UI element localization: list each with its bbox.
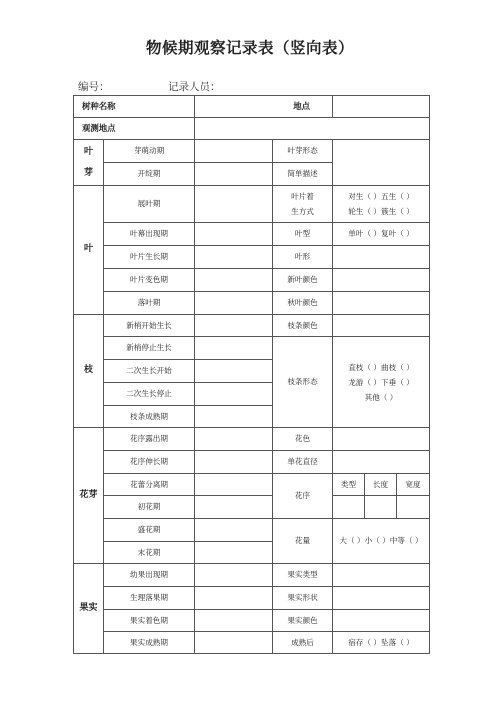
tree-name-label: 树种名称 bbox=[74, 96, 195, 118]
table-row bbox=[74, 186, 430, 223]
stage-label: 花序露出期 bbox=[104, 428, 195, 451]
table-row bbox=[74, 587, 430, 610]
stage-label: 叶幕出现期 bbox=[104, 223, 195, 246]
stage-label: 初花期 bbox=[104, 496, 195, 519]
stage-label: 末花期 bbox=[104, 542, 195, 564]
category-branch: 枝 bbox=[74, 315, 104, 428]
attr-label: 新叶颜色 bbox=[273, 269, 333, 292]
stage-label: 芽萌动期 bbox=[104, 140, 195, 163]
length-value[interactable] bbox=[365, 496, 397, 519]
stage-value[interactable] bbox=[195, 406, 273, 428]
table-row bbox=[74, 496, 430, 519]
stage-value[interactable] bbox=[195, 269, 273, 292]
attr-value[interactable] bbox=[333, 246, 430, 269]
stage-value[interactable] bbox=[195, 542, 273, 564]
table-row bbox=[74, 292, 430, 315]
category-leaf: 叶 bbox=[74, 186, 104, 315]
stage-value[interactable] bbox=[195, 519, 273, 542]
attr-value[interactable] bbox=[333, 428, 430, 451]
attr-label: 花序 bbox=[273, 474, 333, 519]
stage-label: 二次生长开始 bbox=[104, 360, 195, 383]
table-row bbox=[74, 474, 430, 496]
stage-label: 花蕾分离期 bbox=[104, 474, 195, 496]
stage-label: 果实着色期 bbox=[104, 610, 195, 632]
table-row bbox=[74, 632, 430, 654]
category-leaf-bud: 叶 芽 bbox=[74, 140, 104, 186]
attr-label: 成熟后 bbox=[273, 632, 333, 654]
stage-value[interactable] bbox=[195, 451, 273, 474]
number-label: 编号： bbox=[78, 81, 110, 93]
stage-value[interactable] bbox=[195, 246, 273, 269]
table-row bbox=[74, 564, 430, 587]
phenology-table bbox=[73, 95, 430, 654]
attr-value[interactable] bbox=[333, 292, 430, 315]
location-value[interactable] bbox=[333, 96, 430, 118]
observe-location-value[interactable] bbox=[195, 118, 430, 140]
attr-label: 枝条颜色 bbox=[273, 315, 333, 337]
stage-value[interactable] bbox=[195, 564, 273, 587]
attr-options: 宿存（ ）坠落（ ） bbox=[333, 632, 430, 654]
attr-label: 简单描述 bbox=[273, 163, 333, 186]
attr-value[interactable] bbox=[333, 564, 430, 587]
stage-label: 叶片变色期 bbox=[104, 269, 195, 292]
recorder-label: 记录人员： bbox=[168, 81, 221, 93]
table-row bbox=[74, 140, 430, 163]
stage-value[interactable] bbox=[195, 428, 273, 451]
attr-options: 对生（ ）五生（ ） 轮生（ ）簇生（ ） bbox=[333, 186, 430, 223]
stage-value[interactable] bbox=[195, 632, 273, 654]
stage-label: 果实成熟期 bbox=[104, 632, 195, 654]
stage-value[interactable] bbox=[195, 496, 273, 519]
attr-value[interactable] bbox=[333, 451, 430, 474]
table-row bbox=[74, 96, 430, 118]
attr-options: 直枝（ ）曲枝（ ） 龙游（ ）下垂（ ） 其他（ ） bbox=[333, 337, 430, 428]
stage-label: 幼果出现期 bbox=[104, 564, 195, 587]
category-fruit: 果实 bbox=[74, 564, 104, 654]
table-row bbox=[74, 223, 430, 246]
stage-value[interactable] bbox=[195, 474, 273, 496]
attr-label: 果实形状 bbox=[273, 587, 333, 610]
table-row bbox=[74, 519, 430, 542]
stage-label: 生理落果期 bbox=[104, 587, 195, 610]
table-row bbox=[74, 315, 430, 337]
stage-value[interactable] bbox=[195, 292, 273, 315]
stage-label: 展叶期 bbox=[104, 186, 195, 223]
stage-label: 枝条成熟期 bbox=[104, 406, 195, 428]
table-row bbox=[74, 337, 430, 360]
stage-value[interactable] bbox=[195, 186, 273, 223]
attr-label: 果实颜色 bbox=[273, 610, 333, 632]
page-title: 物候期观察记录表（竖向表） bbox=[145, 38, 354, 57]
type-value[interactable] bbox=[333, 496, 365, 519]
attr-label: 花量 bbox=[273, 519, 333, 564]
table-row bbox=[74, 451, 430, 474]
stage-value[interactable] bbox=[195, 315, 273, 337]
attr-label: 叶型 bbox=[273, 223, 333, 246]
observe-location-label: 观测地点 bbox=[74, 118, 195, 140]
stage-value[interactable] bbox=[195, 360, 273, 383]
stage-value[interactable] bbox=[195, 140, 273, 163]
table-row bbox=[74, 610, 430, 632]
stage-label: 叶片生长期 bbox=[104, 246, 195, 269]
stage-value[interactable] bbox=[195, 223, 273, 246]
attr-label: 叶形 bbox=[273, 246, 333, 269]
attr-label: 叶片着 生方式 bbox=[273, 186, 333, 223]
stage-label: 二次生长停止 bbox=[104, 383, 195, 406]
location-label: 地点 bbox=[195, 96, 333, 118]
width-value[interactable] bbox=[397, 496, 430, 519]
attr-value[interactable] bbox=[333, 269, 430, 292]
sub-header-length: 长度 bbox=[365, 474, 397, 496]
table-row bbox=[74, 118, 430, 140]
attr-label: 秋叶颜色 bbox=[273, 292, 333, 315]
stage-label: 开绽期 bbox=[104, 163, 195, 186]
stage-label: 盛花期 bbox=[104, 519, 195, 542]
attr-options: 单叶（ ）复叶（ ） bbox=[333, 223, 430, 246]
attr-label: 花色 bbox=[273, 428, 333, 451]
attr-label: 果实类型 bbox=[273, 564, 333, 587]
sub-header-width: 宽度 bbox=[397, 474, 430, 496]
attr-label: 单花直径 bbox=[273, 451, 333, 474]
stage-label: 新梢停止生长 bbox=[104, 337, 195, 360]
category-flower: 花芽 bbox=[74, 428, 104, 564]
stage-label: 新梢开始生长 bbox=[104, 315, 195, 337]
stage-value[interactable] bbox=[195, 610, 273, 632]
stage-value[interactable] bbox=[195, 587, 273, 610]
attr-value[interactable] bbox=[333, 587, 430, 610]
attr-label: 枝条形态 bbox=[273, 337, 333, 428]
attr-label: 叶芽形态 bbox=[273, 140, 333, 163]
attr-value[interactable] bbox=[333, 315, 430, 337]
attr-options: 大（ ）小（ ）中等（ ） bbox=[333, 519, 430, 564]
table-row bbox=[74, 246, 430, 269]
stage-label: 花序伸长期 bbox=[104, 451, 195, 474]
attr-value[interactable] bbox=[333, 610, 430, 632]
stage-value[interactable] bbox=[195, 337, 273, 360]
stage-value[interactable] bbox=[195, 383, 273, 406]
sub-header-type: 类型 bbox=[333, 474, 365, 496]
table-row bbox=[74, 269, 430, 292]
stage-value[interactable] bbox=[195, 163, 273, 186]
attr-value[interactable] bbox=[333, 140, 430, 186]
table-row bbox=[74, 428, 430, 451]
stage-label: 落叶期 bbox=[104, 292, 195, 315]
